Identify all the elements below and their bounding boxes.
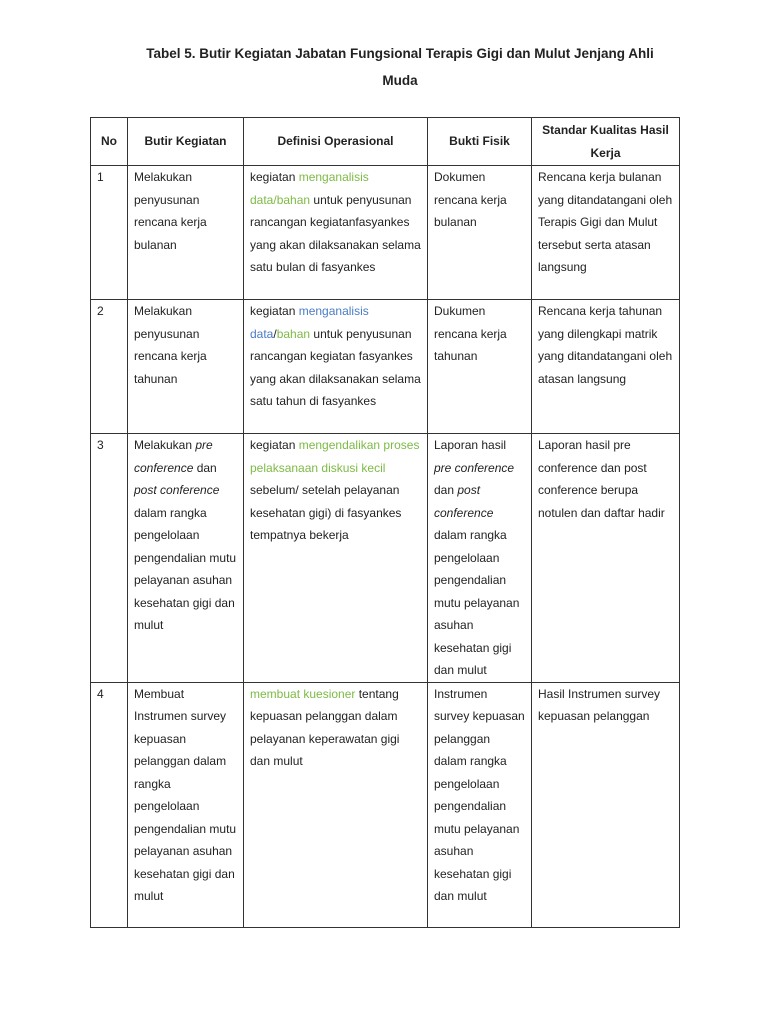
cell-text: Laporan hasil pre conference dan post conference berupa notulen dan daftar hadir	[538, 438, 665, 520]
highlighted-term: mengendalikan proses pelaksanaan diskusi kecil	[250, 438, 420, 475]
cell-no: 1	[91, 166, 128, 300]
cell-text: Melakukan	[134, 438, 196, 452]
cell-butir-kegiatan	[128, 166, 244, 300]
cell-butir-kegiatan	[128, 434, 244, 683]
cell-text: Laporan hasil	[434, 438, 507, 452]
caption-line-2: Muda	[382, 73, 418, 88]
header-no: No	[91, 118, 128, 166]
cell-text: kegiatan	[250, 304, 299, 318]
table-header-row	[91, 118, 680, 166]
cell-bukti-fisik	[428, 682, 532, 927]
activity-table	[90, 117, 680, 928]
cell-text: dalam rangka pengelolaan pengendalian mutu pelayanan asuhan kesehatan gigi dan mulut	[434, 528, 520, 677]
cell-text: untuk penyusunan rancangan kegiatanfasyankes yang akan dilaksanakan selama satu bulan di fasyankes	[250, 192, 421, 274]
table-row	[91, 434, 680, 683]
highlighted-term: membuat kuesioner	[250, 686, 356, 701]
cell-text: dan	[193, 460, 217, 475]
highlighted-term: bahan	[276, 326, 311, 341]
cell-text: dan	[434, 483, 458, 497]
cell-butir-kegiatan	[128, 300, 244, 434]
cell-text: Rencana kerja bulanan yang ditandatangani oleh Terapis Gigi dan Mulut tersebut serta atasan langsung	[538, 170, 673, 274]
cell-text: Melakukan penyusunan rencana kerja bulanan	[134, 170, 207, 252]
highlighted-term: menganalisis data/bahan	[250, 170, 369, 207]
cell-definisi-operasional	[244, 682, 428, 927]
cell-text: dalam rangka pengelolaan pengendalian mutu pelayanan asuhan kesehatan gigi dan mulut	[134, 505, 237, 632]
cell-butir-kegiatan	[128, 682, 244, 927]
cell-text: Rencana kerja tahunan yang dilengkapi matrik yang ditandatangani oleh atasan langsung	[538, 304, 673, 386]
cell-bukti-fisik	[428, 434, 532, 683]
cell-text: Dokumen rencana kerja bulanan	[434, 170, 507, 229]
header-bukti-fisik: Bukti Fisik	[428, 118, 532, 166]
cell-bukti-fisik	[428, 166, 532, 300]
cell-text: Dukumen rencana kerja tahunan	[434, 304, 507, 363]
table-row	[91, 682, 680, 927]
italic-term: pre conference	[134, 438, 213, 475]
cell-standar-kualitas	[532, 682, 680, 927]
italic-term: pre conference	[434, 460, 515, 475]
caption-line-1: Tabel 5. Butir Kegiatan Jabatan Fungsional Terapis Gigi dan Mulut Jenjang Ahli	[146, 46, 654, 61]
cell-standar-kualitas	[532, 166, 680, 300]
cell-no: 3	[91, 434, 128, 683]
cell-no: 2	[91, 300, 128, 434]
cell-definisi-operasional	[244, 434, 428, 683]
cell-definisi-operasional	[244, 166, 428, 300]
italic-term: post conference	[134, 483, 220, 497]
header-definisi-operasional: Definisi Operasional	[244, 118, 428, 166]
table-row	[91, 300, 680, 434]
cell-definisi-operasional	[244, 300, 428, 434]
header-butir-kegiatan: Butir Kegiatan	[128, 118, 244, 166]
cell-text: sebelum/ setelah pelayanan kesehatan gigi) di fasyankes tempatnya bekerja	[250, 483, 402, 542]
cell-text: Hasil Instrumen survey kepuasan pelanggan	[538, 686, 661, 723]
cell-text: /	[273, 326, 277, 341]
cell-text: tentang kepuasan pelanggan dalam pelayanan keperawatan gigi dan mulut	[250, 686, 400, 768]
highlighted-term: menganalisis data	[250, 304, 369, 341]
cell-text: untuk penyusunan rancangan kegiatan fasyankes yang akan dilaksanakan selama satu tahun di fasyankes	[250, 326, 421, 408]
header-standar-kualitas: Standar Kualitas Hasil Kerja	[532, 118, 680, 166]
cell-text: kegiatan	[250, 170, 299, 184]
table-caption	[120, 40, 680, 94]
cell-bukti-fisik	[428, 300, 532, 434]
cell-standar-kualitas	[532, 434, 680, 683]
cell-no: 4	[91, 682, 128, 927]
italic-term: post conference	[434, 483, 494, 520]
table-row	[91, 166, 680, 300]
cell-text: Melakukan penyusunan rencana kerja tahunan	[134, 304, 207, 386]
cell-text: kegiatan	[250, 438, 299, 452]
cell-text: Membuat Instrumen survey kepuasan pelanggan dalam rangka pengelolaan pengendalian mutu pelayanan asuhan kesehatan gigi dan mulut	[134, 686, 237, 903]
cell-standar-kualitas	[532, 300, 680, 434]
cell-text: Instrumen survey kepuasan pelanggan dalam rangka pengelolaan pengendalian mutu pelayanan asuhan kesehatan gigi dan mulut	[434, 686, 525, 903]
